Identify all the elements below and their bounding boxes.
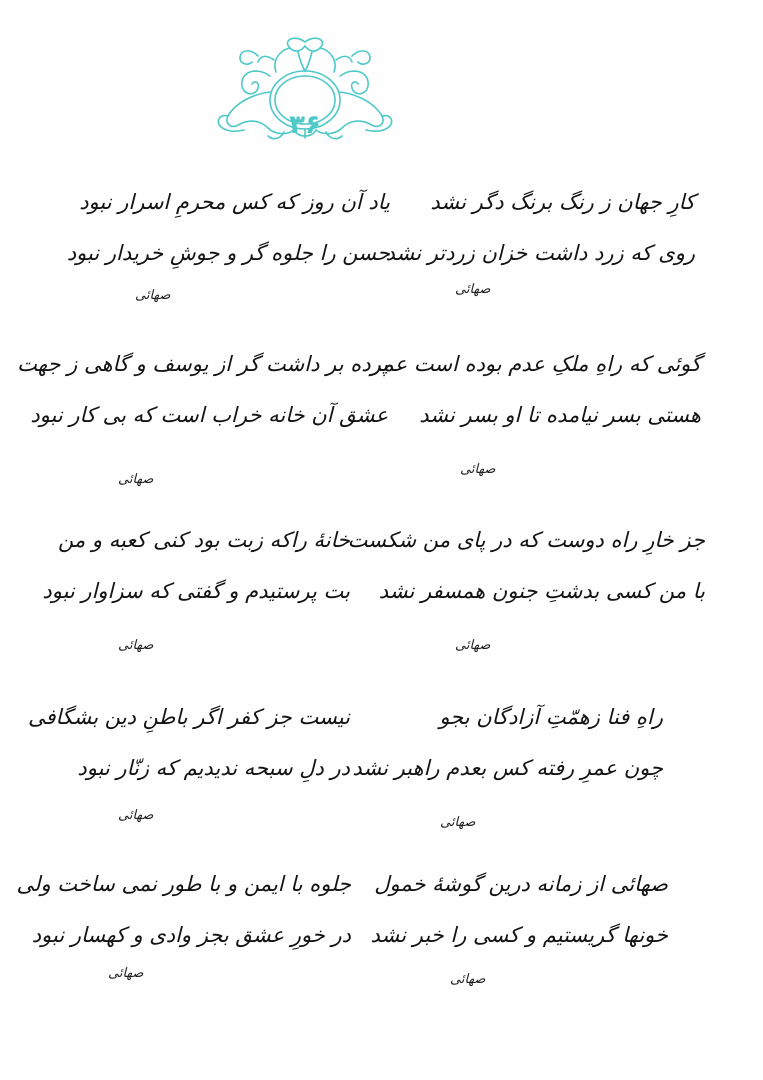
couplet-left-1 xyxy=(67,190,390,265)
page-number-ornament xyxy=(210,32,400,142)
signature: صهائی xyxy=(108,966,144,981)
verse-line: عشق آن خانه خراب است که بی کار نبود xyxy=(30,403,388,427)
signature: صهائی xyxy=(450,972,486,987)
signature: صهائی xyxy=(460,462,496,477)
couplet-left-5 xyxy=(17,872,351,947)
verse-line: روی که زرد داشت خزان زردتر نشد xyxy=(385,241,695,265)
couplet-left-2 xyxy=(17,352,388,427)
couplet-left-4 xyxy=(28,705,350,780)
signature: صهائی xyxy=(135,288,171,303)
verse-line: با من کسی بدشتِ جنون همسفر نشد xyxy=(378,579,705,603)
couplet-right-1 xyxy=(385,190,695,265)
verse-line: راهِ فنا زهمّتِ آزادگان بجو xyxy=(439,705,663,729)
verse-line: یاد آن روز که کس محرمِ اسرار نبود xyxy=(79,190,390,214)
verse-line: بت پرستیدم و گفتی که سزاوار نبود xyxy=(42,579,350,603)
couplet-right-4 xyxy=(352,705,663,780)
page-number: ۳۶ xyxy=(289,110,321,140)
verse-line: صهائی از زمانه درین گوشهٔ خمول xyxy=(374,872,668,896)
signature: صهائی xyxy=(455,282,491,297)
couplet-right-3 xyxy=(348,528,705,603)
signature: صهائی xyxy=(118,638,154,653)
verse-line: کارِ جهان ز رنگ برنگ دگر نشد xyxy=(430,190,695,214)
verse-line: جلوه با ایمن و با طور نمی ساخت ولی xyxy=(16,872,351,896)
signature: صهائی xyxy=(440,815,476,830)
verse-line: حسن را جلوه گر و جوشِ خریدار نبود xyxy=(66,241,390,265)
verse-line: در دلِ سبحه ندیدیم که زنّار نبود xyxy=(77,756,350,780)
verse-line: چون عمرِ رفته کس بعدم راهبر نشد xyxy=(352,756,663,780)
verse-line: در خورِ عشق بجز وادی و کهسار نبود xyxy=(31,923,351,947)
signature: صهائی xyxy=(455,638,491,653)
verse-line: هستی بسر نیامده تا او بسر نشد xyxy=(419,403,701,427)
signature: صهائی xyxy=(118,472,154,487)
verse-line: جز خارِ راه دوست که در پای من شکست xyxy=(347,528,705,552)
verse-line: خانهٔ راکه زبت بود کنی کعبه و من xyxy=(57,528,350,552)
verse-line: نیست جز کفر اگر باطنِ دین بشگافی xyxy=(27,705,350,729)
verse-line: پرده بر داشت گر از یوسف و گاهی ز جهت xyxy=(17,352,388,376)
signature: صهائی xyxy=(118,808,154,823)
couplet-right-2 xyxy=(371,352,701,427)
couplet-right-5 xyxy=(371,872,668,947)
couplet-left-3 xyxy=(42,528,350,603)
verse-line: خونها گریستیم و کسی را خبر نشد xyxy=(370,923,668,947)
verse-line: گوئی که راهِ ملکِ عدم بوده است عمر xyxy=(370,352,701,376)
